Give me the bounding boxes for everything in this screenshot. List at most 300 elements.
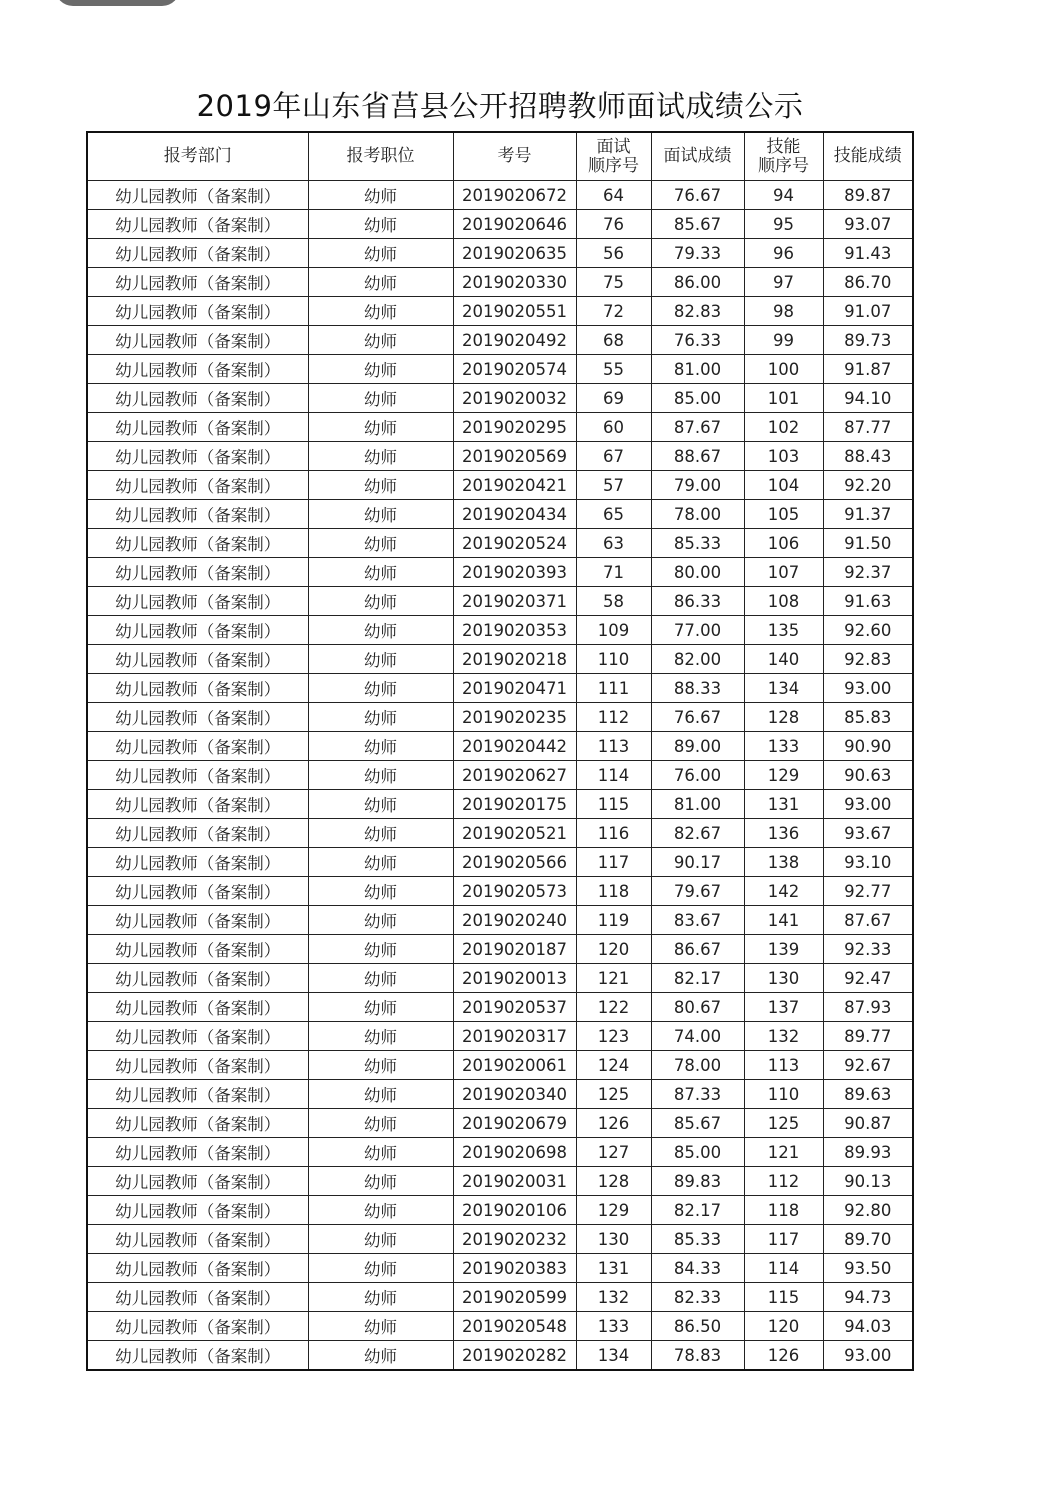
- position-cell: 幼师: [308, 1080, 453, 1109]
- interview-order-cell: 68: [576, 326, 651, 355]
- table-row: [87, 1022, 913, 1051]
- header-row: [87, 132, 913, 181]
- interview-order-cell: 133: [576, 1312, 651, 1341]
- dept-cell: 幼儿园教师（备案制）: [87, 326, 308, 355]
- dept-cell: 幼儿园教师（备案制）: [87, 384, 308, 413]
- dept-cell: 幼儿园教师（备案制）: [87, 442, 308, 471]
- position-cell: 幼师: [308, 1283, 453, 1312]
- position-cell: 幼师: [308, 1051, 453, 1080]
- skill-order-cell: 102: [744, 413, 823, 442]
- skill-order-cell: 138: [744, 848, 823, 877]
- interview-score-cell: 86.67: [651, 935, 744, 964]
- table-row: [87, 1283, 913, 1312]
- position-cell: 幼师: [308, 1341, 453, 1371]
- exam-no-cell: 2019020599: [453, 1283, 576, 1312]
- table-row: [87, 529, 913, 558]
- interview-score-cell: 86.00: [651, 268, 744, 297]
- skill-score-cell: 90.63: [823, 761, 913, 790]
- skill-score-cell: 89.70: [823, 1225, 913, 1254]
- dept-cell: 幼儿园教师（备案制）: [87, 732, 308, 761]
- dept-cell: 幼儿园教师（备案制）: [87, 703, 308, 732]
- skill-order-cell: 140: [744, 645, 823, 674]
- exam-no-cell: 2019020032: [453, 384, 576, 413]
- header-skill-order-line1: 技能: [766, 136, 801, 157]
- skill-order-cell: 115: [744, 1283, 823, 1312]
- exam-no-cell: 2019020031: [453, 1167, 576, 1196]
- scores-table: [86, 131, 914, 1371]
- table-row: [87, 616, 913, 645]
- skill-score-cell: 91.63: [823, 587, 913, 616]
- skill-score-cell: 86.70: [823, 268, 913, 297]
- table-row: [87, 906, 913, 935]
- dept-cell: 幼儿园教师（备案制）: [87, 268, 308, 297]
- interview-score-cell: 82.33: [651, 1283, 744, 1312]
- interview-score-cell: 85.33: [651, 1225, 744, 1254]
- interview-order-cell: 125: [576, 1080, 651, 1109]
- interview-score-cell: 78.00: [651, 1051, 744, 1080]
- interview-score-cell: 82.17: [651, 964, 744, 993]
- exam-no-cell: 2019020106: [453, 1196, 576, 1225]
- interview-score-cell: 81.00: [651, 790, 744, 819]
- position-cell: 幼师: [308, 1109, 453, 1138]
- skill-order-cell: 126: [744, 1341, 823, 1371]
- exam-no-cell: 2019020551: [453, 297, 576, 326]
- skill-order-cell: 114: [744, 1254, 823, 1283]
- exam-no-cell: 2019020537: [453, 993, 576, 1022]
- table-row: [87, 1196, 913, 1225]
- table-row: [87, 500, 913, 529]
- skill-score-cell: 93.10: [823, 848, 913, 877]
- interview-score-cell: 76.00: [651, 761, 744, 790]
- interview-order-cell: 115: [576, 790, 651, 819]
- interview-order-cell: 113: [576, 732, 651, 761]
- position-cell: 幼师: [308, 1254, 453, 1283]
- position-cell: 幼师: [308, 442, 453, 471]
- interview-order-cell: 75: [576, 268, 651, 297]
- skill-order-cell: 107: [744, 558, 823, 587]
- table-row: [87, 1051, 913, 1080]
- skill-order-cell: 113: [744, 1051, 823, 1080]
- interview-score-cell: 90.17: [651, 848, 744, 877]
- position-cell: 幼师: [308, 558, 453, 587]
- table-row: [87, 384, 913, 413]
- position-cell: 幼师: [308, 355, 453, 384]
- exam-no-cell: 2019020340: [453, 1080, 576, 1109]
- interview-order-cell: 124: [576, 1051, 651, 1080]
- dept-cell: 幼儿园教师（备案制）: [87, 645, 308, 674]
- exam-no-cell: 2019020442: [453, 732, 576, 761]
- interview-score-cell: 79.00: [651, 471, 744, 500]
- exam-no-cell: 2019020353: [453, 616, 576, 645]
- skill-order-cell: 141: [744, 906, 823, 935]
- header-skill-order: [744, 132, 823, 181]
- interview-order-cell: 69: [576, 384, 651, 413]
- interview-score-cell: 85.00: [651, 1138, 744, 1167]
- position-cell: 幼师: [308, 848, 453, 877]
- exam-no-cell: 2019020235: [453, 703, 576, 732]
- skill-score-cell: 90.90: [823, 732, 913, 761]
- skill-score-cell: 93.07: [823, 210, 913, 239]
- table-row: [87, 935, 913, 964]
- interview-order-cell: 129: [576, 1196, 651, 1225]
- interview-score-cell: 76.67: [651, 181, 744, 210]
- table-row: [87, 790, 913, 819]
- skill-score-cell: 93.50: [823, 1254, 913, 1283]
- dept-cell: 幼儿园教师（备案制）: [87, 210, 308, 239]
- interview-order-cell: 72: [576, 297, 651, 326]
- table-row: [87, 1254, 913, 1283]
- dept-cell: 幼儿园教师（备案制）: [87, 1080, 308, 1109]
- skill-order-cell: 118: [744, 1196, 823, 1225]
- interview-order-cell: 56: [576, 239, 651, 268]
- scroll-tab-shape: [55, 0, 180, 6]
- skill-order-cell: 134: [744, 674, 823, 703]
- dept-cell: 幼儿园教师（备案制）: [87, 355, 308, 384]
- skill-score-cell: 94.73: [823, 1283, 913, 1312]
- skill-score-cell: 89.87: [823, 181, 913, 210]
- skill-score-cell: 89.93: [823, 1138, 913, 1167]
- table-row: [87, 297, 913, 326]
- interview-order-cell: 60: [576, 413, 651, 442]
- exam-no-cell: 2019020282: [453, 1341, 576, 1371]
- skill-order-cell: 104: [744, 471, 823, 500]
- table-row: [87, 1341, 913, 1371]
- position-cell: 幼师: [308, 239, 453, 268]
- interview-score-cell: 86.33: [651, 587, 744, 616]
- page-title: 2019年山东省莒县公开招聘教师面试成绩公示: [196, 89, 804, 123]
- skill-order-cell: 121: [744, 1138, 823, 1167]
- skill-order-cell: 101: [744, 384, 823, 413]
- interview-score-cell: 80.00: [651, 558, 744, 587]
- skill-score-cell: 92.77: [823, 877, 913, 906]
- position-cell: 幼师: [308, 1138, 453, 1167]
- interview-score-cell: 87.33: [651, 1080, 744, 1109]
- dept-cell: 幼儿园教师（备案制）: [87, 181, 308, 210]
- skill-score-cell: 92.20: [823, 471, 913, 500]
- exam-no-cell: 2019020698: [453, 1138, 576, 1167]
- header-interview-score: 面试成绩: [651, 132, 744, 181]
- exam-no-cell: 2019020317: [453, 1022, 576, 1051]
- skill-order-cell: 133: [744, 732, 823, 761]
- skill-order-cell: 129: [744, 761, 823, 790]
- interview-score-cell: 80.67: [651, 993, 744, 1022]
- dept-cell: 幼儿园教师（备案制）: [87, 848, 308, 877]
- dept-cell: 幼儿园教师（备案制）: [87, 761, 308, 790]
- position-cell: 幼师: [308, 297, 453, 326]
- header-dept: 报考部门: [87, 132, 308, 181]
- table-row: [87, 326, 913, 355]
- interview-score-cell: 79.67: [651, 877, 744, 906]
- interview-order-cell: 126: [576, 1109, 651, 1138]
- skill-score-cell: 92.37: [823, 558, 913, 587]
- position-cell: 幼师: [308, 471, 453, 500]
- interview-order-cell: 117: [576, 848, 651, 877]
- interview-order-cell: 114: [576, 761, 651, 790]
- dept-cell: 幼儿园教师（备案制）: [87, 1312, 308, 1341]
- dept-cell: 幼儿园教师（备案制）: [87, 1138, 308, 1167]
- skill-order-cell: 135: [744, 616, 823, 645]
- skill-order-cell: 105: [744, 500, 823, 529]
- dept-cell: 幼儿园教师（备案制）: [87, 239, 308, 268]
- dept-cell: 幼儿园教师（备案制）: [87, 297, 308, 326]
- dept-cell: 幼儿园教师（备案制）: [87, 1109, 308, 1138]
- table-row: [87, 355, 913, 384]
- interview-order-cell: 120: [576, 935, 651, 964]
- dept-cell: 幼儿园教师（备案制）: [87, 1254, 308, 1283]
- interview-order-cell: 64: [576, 181, 651, 210]
- skill-order-cell: 139: [744, 935, 823, 964]
- exam-no-cell: 2019020240: [453, 906, 576, 935]
- skill-order-cell: 136: [744, 819, 823, 848]
- exam-no-cell: 2019020521: [453, 819, 576, 848]
- interview-score-cell: 82.83: [651, 297, 744, 326]
- skill-score-cell: 94.03: [823, 1312, 913, 1341]
- interview-score-cell: 89.83: [651, 1167, 744, 1196]
- skill-score-cell: 90.13: [823, 1167, 913, 1196]
- table-row: [87, 1312, 913, 1341]
- exam-no-cell: 2019020330: [453, 268, 576, 297]
- header-skill-order-line2: 顺序号: [758, 155, 809, 176]
- position-cell: 幼师: [308, 761, 453, 790]
- interview-score-cell: 81.00: [651, 355, 744, 384]
- table-row: [87, 877, 913, 906]
- exam-no-cell: 2019020421: [453, 471, 576, 500]
- interview-order-cell: 134: [576, 1341, 651, 1371]
- header-interview-order: [576, 132, 651, 181]
- interview-order-cell: 131: [576, 1254, 651, 1283]
- dept-cell: 幼儿园教师（备案制）: [87, 471, 308, 500]
- skill-order-cell: 106: [744, 529, 823, 558]
- skill-score-cell: 87.67: [823, 906, 913, 935]
- header-position: 报考职位: [308, 132, 453, 181]
- interview-order-cell: 130: [576, 1225, 651, 1254]
- header-interview-order-line2: 顺序号: [588, 155, 639, 176]
- interview-order-cell: 71: [576, 558, 651, 587]
- dept-cell: 幼儿园教师（备案制）: [87, 1051, 308, 1080]
- interview-score-cell: 76.67: [651, 703, 744, 732]
- dept-cell: 幼儿园教师（备案制）: [87, 877, 308, 906]
- position-cell: 幼师: [308, 1196, 453, 1225]
- interview-order-cell: 76: [576, 210, 651, 239]
- table-row: [87, 993, 913, 1022]
- table-row: [87, 471, 913, 500]
- interview-order-cell: 112: [576, 703, 651, 732]
- interview-score-cell: 85.67: [651, 1109, 744, 1138]
- position-cell: 幼师: [308, 645, 453, 674]
- table-row: [87, 732, 913, 761]
- interview-score-cell: 85.33: [651, 529, 744, 558]
- interview-order-cell: 110: [576, 645, 651, 674]
- exam-no-cell: 2019020548: [453, 1312, 576, 1341]
- skill-score-cell: 87.77: [823, 413, 913, 442]
- position-cell: 幼师: [308, 964, 453, 993]
- skill-order-cell: 97: [744, 268, 823, 297]
- position-cell: 幼师: [308, 326, 453, 355]
- interview-score-cell: 85.67: [651, 210, 744, 239]
- header-skill-score: 技能成绩: [823, 132, 913, 181]
- skill-score-cell: 92.80: [823, 1196, 913, 1225]
- skill-order-cell: 110: [744, 1080, 823, 1109]
- dept-cell: 幼儿园教师（备案制）: [87, 819, 308, 848]
- skill-score-cell: 91.43: [823, 239, 913, 268]
- dept-cell: 幼儿园教师（备案制）: [87, 674, 308, 703]
- interview-order-cell: 128: [576, 1167, 651, 1196]
- exam-no-cell: 2019020393: [453, 558, 576, 587]
- skill-score-cell: 93.00: [823, 790, 913, 819]
- dept-cell: 幼儿园教师（备案制）: [87, 1283, 308, 1312]
- table-row: [87, 645, 913, 674]
- interview-score-cell: 87.67: [651, 413, 744, 442]
- dept-cell: 幼儿园教师（备案制）: [87, 413, 308, 442]
- skill-score-cell: 93.00: [823, 674, 913, 703]
- exam-no-cell: 2019020383: [453, 1254, 576, 1283]
- exam-no-cell: 2019020566: [453, 848, 576, 877]
- position-cell: 幼师: [308, 268, 453, 297]
- position-cell: 幼师: [308, 413, 453, 442]
- table-row: [87, 703, 913, 732]
- interview-score-cell: 82.17: [651, 1196, 744, 1225]
- skill-order-cell: 103: [744, 442, 823, 471]
- scores-body: [87, 181, 913, 1371]
- interview-order-cell: 132: [576, 1283, 651, 1312]
- interview-order-cell: 65: [576, 500, 651, 529]
- table-row: [87, 964, 913, 993]
- dept-cell: 幼儿园教师（备案制）: [87, 790, 308, 819]
- exam-no-cell: 2019020371: [453, 587, 576, 616]
- exam-no-cell: 2019020013: [453, 964, 576, 993]
- table-row: [87, 268, 913, 297]
- exam-no-cell: 2019020218: [453, 645, 576, 674]
- interview-order-cell: 58: [576, 587, 651, 616]
- table-row: [87, 1167, 913, 1196]
- table-row: [87, 674, 913, 703]
- position-cell: 幼师: [308, 732, 453, 761]
- interview-score-cell: 83.67: [651, 906, 744, 935]
- exam-no-cell: 2019020471: [453, 674, 576, 703]
- dept-cell: 幼儿园教师（备案制）: [87, 587, 308, 616]
- skill-score-cell: 93.67: [823, 819, 913, 848]
- exam-no-cell: 2019020635: [453, 239, 576, 268]
- dept-cell: 幼儿园教师（备案制）: [87, 993, 308, 1022]
- dept-cell: 幼儿园教师（备案制）: [87, 1225, 308, 1254]
- position-cell: 幼师: [308, 500, 453, 529]
- position-cell: 幼师: [308, 877, 453, 906]
- position-cell: 幼师: [308, 210, 453, 239]
- skill-score-cell: 92.60: [823, 616, 913, 645]
- exam-no-cell: 2019020627: [453, 761, 576, 790]
- table-row: [87, 210, 913, 239]
- interview-order-cell: 122: [576, 993, 651, 1022]
- dept-cell: 幼儿园教师（备案制）: [87, 964, 308, 993]
- skill-score-cell: 89.63: [823, 1080, 913, 1109]
- table-row: [87, 1109, 913, 1138]
- table-row: [87, 761, 913, 790]
- skill-score-cell: 92.33: [823, 935, 913, 964]
- interview-order-cell: 118: [576, 877, 651, 906]
- interview-score-cell: 84.33: [651, 1254, 744, 1283]
- position-cell: 幼师: [308, 587, 453, 616]
- table-row: [87, 239, 913, 268]
- header-exam-no: 考号: [453, 132, 576, 181]
- interview-score-cell: 89.00: [651, 732, 744, 761]
- interview-score-cell: 79.33: [651, 239, 744, 268]
- exam-no-cell: 2019020492: [453, 326, 576, 355]
- dept-cell: 幼儿园教师（备案制）: [87, 558, 308, 587]
- exam-no-cell: 2019020232: [453, 1225, 576, 1254]
- position-cell: 幼师: [308, 790, 453, 819]
- position-cell: 幼师: [308, 384, 453, 413]
- skill-order-cell: 137: [744, 993, 823, 1022]
- skill-score-cell: 89.73: [823, 326, 913, 355]
- skill-order-cell: 117: [744, 1225, 823, 1254]
- interview-score-cell: 88.33: [651, 674, 744, 703]
- dept-cell: 幼儿园教师（备案制）: [87, 616, 308, 645]
- skill-score-cell: 87.93: [823, 993, 913, 1022]
- skill-score-cell: 85.83: [823, 703, 913, 732]
- interview-score-cell: 86.50: [651, 1312, 744, 1341]
- skill-score-cell: 91.87: [823, 355, 913, 384]
- skill-order-cell: 128: [744, 703, 823, 732]
- skill-score-cell: 91.50: [823, 529, 913, 558]
- dept-cell: 幼儿园教师（备案制）: [87, 1196, 308, 1225]
- table-row: [87, 819, 913, 848]
- exam-no-cell: 2019020679: [453, 1109, 576, 1138]
- position-cell: 幼师: [308, 1022, 453, 1051]
- dept-cell: 幼儿园教师（备案制）: [87, 935, 308, 964]
- dept-cell: 幼儿园教师（备案制）: [87, 1167, 308, 1196]
- table-row: [87, 1080, 913, 1109]
- skill-order-cell: 132: [744, 1022, 823, 1051]
- exam-no-cell: 2019020524: [453, 529, 576, 558]
- interview-score-cell: 76.33: [651, 326, 744, 355]
- exam-no-cell: 2019020187: [453, 935, 576, 964]
- skill-order-cell: 95: [744, 210, 823, 239]
- interview-score-cell: 74.00: [651, 1022, 744, 1051]
- skill-order-cell: 100: [744, 355, 823, 384]
- interview-order-cell: 127: [576, 1138, 651, 1167]
- position-cell: 幼师: [308, 1312, 453, 1341]
- dept-cell: 幼儿园教师（备案制）: [87, 906, 308, 935]
- dept-cell: 幼儿园教师（备案制）: [87, 529, 308, 558]
- skill-order-cell: 98: [744, 297, 823, 326]
- skill-order-cell: 130: [744, 964, 823, 993]
- exam-no-cell: 2019020434: [453, 500, 576, 529]
- skill-score-cell: 92.83: [823, 645, 913, 674]
- position-cell: 幼师: [308, 529, 453, 558]
- table-row: [87, 413, 913, 442]
- exam-no-cell: 2019020295: [453, 413, 576, 442]
- interview-score-cell: 78.83: [651, 1341, 744, 1371]
- position-cell: 幼师: [308, 819, 453, 848]
- interview-order-cell: 67: [576, 442, 651, 471]
- interview-score-cell: 77.00: [651, 616, 744, 645]
- exam-no-cell: 2019020574: [453, 355, 576, 384]
- skill-score-cell: 90.87: [823, 1109, 913, 1138]
- skill-order-cell: 99: [744, 326, 823, 355]
- table-row: [87, 558, 913, 587]
- interview-order-cell: 55: [576, 355, 651, 384]
- skill-order-cell: 125: [744, 1109, 823, 1138]
- dept-cell: 幼儿园教师（备案制）: [87, 500, 308, 529]
- table-row: [87, 1138, 913, 1167]
- header-interview-order-line1: 面试: [596, 136, 631, 157]
- interview-order-cell: 111: [576, 674, 651, 703]
- interview-score-cell: 82.00: [651, 645, 744, 674]
- skill-score-cell: 92.47: [823, 964, 913, 993]
- position-cell: 幼师: [308, 993, 453, 1022]
- position-cell: 幼师: [308, 616, 453, 645]
- position-cell: 幼师: [308, 935, 453, 964]
